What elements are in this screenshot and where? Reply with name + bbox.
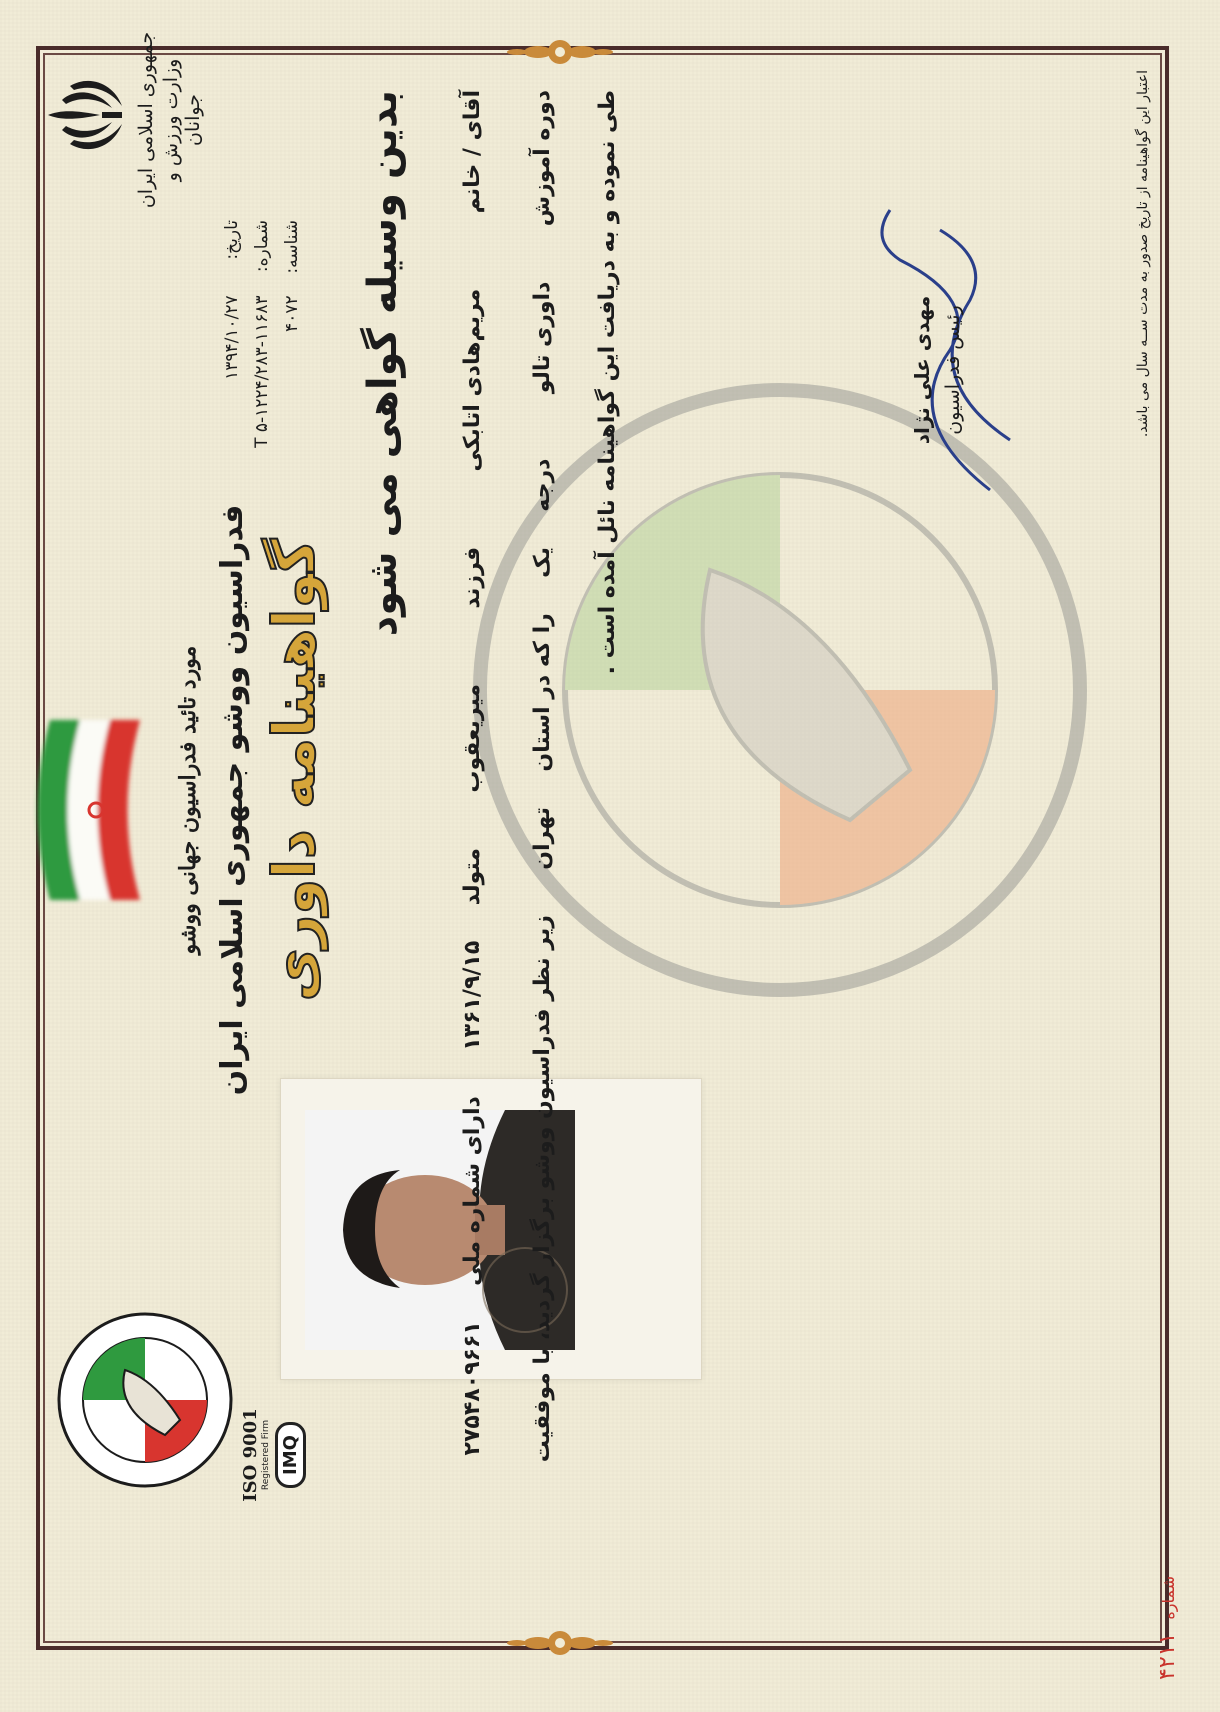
birth-date: ۱۳۶۱/۹/۱۵ — [460, 940, 485, 1051]
child-of-label: فرزند — [460, 546, 485, 609]
holder-name: مریم‌هادی اتابکی — [460, 288, 485, 472]
iso-certification — [240, 1395, 350, 1515]
intro-statement: بدین وسیله گواهی می شود — [360, 90, 406, 637]
ministry-line-2: وزارت ورزش و جوانان — [160, 58, 204, 182]
completion-row: طی نموده و به دریافت این گواهینامه نائل آمده است . — [595, 90, 620, 675]
certificate-title: گواهینامه داوری — [260, 538, 328, 1002]
certificate-content — [30, 30, 1190, 1680]
grade-label: درجه — [530, 458, 555, 512]
province-prefix: را که در استان — [530, 613, 555, 772]
id-label: شناسه: — [282, 220, 302, 274]
wushu-federation-logo — [55, 1310, 235, 1490]
course-info-row — [530, 90, 555, 1470]
date-value: ۱۳۹۴/۱۰/۲۷ — [222, 295, 242, 380]
document-number-value: ۴۲۱۱ — [1155, 1632, 1180, 1680]
holder-info-row — [460, 90, 485, 1470]
ministry-line-1: جمهوری اسلامی ایران — [135, 31, 157, 209]
course-label: دوره آموزش — [530, 90, 555, 227]
meta-id — [282, 220, 302, 332]
grade-value: یک — [530, 547, 555, 578]
province-name: تهران — [530, 806, 555, 870]
federation-subtitle: مورد تائید فدراسیون جهانی ووشو — [175, 645, 201, 955]
number-label: شماره: — [252, 220, 272, 273]
document-number — [1155, 1520, 1180, 1680]
national-id: ۲۷۵۴۸۰۹۶۶۱ — [460, 1321, 485, 1456]
iso-registered: Registered Firm — [261, 1419, 271, 1491]
honorific: آقای / خانم — [460, 90, 485, 214]
course-name: داوری تالو — [530, 281, 555, 394]
born-label: متولد — [460, 848, 485, 906]
signatory-title: رئیس فدراسیون — [942, 305, 964, 435]
federation-title: فدراسیون ووشو جمهوری اسلامی ایران — [215, 504, 250, 1096]
iran-flag-icon — [30, 700, 160, 920]
document-number-label: شماره — [1159, 1576, 1178, 1620]
imq-badge: IMQ — [275, 1422, 306, 1488]
number-value: ۵-۱۲۲۴/۲۸۳-۱۱۶۸۳ T — [252, 295, 272, 448]
meta-number — [252, 220, 272, 448]
iso-title: ISO 9001 — [240, 1408, 261, 1502]
meta-date — [222, 220, 242, 380]
signatory-name: مهدی علی نژاد — [910, 295, 934, 445]
date-label: تاریخ: — [222, 220, 242, 260]
father-name: میریعقوب — [460, 683, 485, 793]
national-id-label: دارای شماره ملی — [460, 1096, 485, 1286]
supervision-text: زیر نظر فدراسیون ووشو برگزار گردید، با موفقیت — [530, 915, 555, 1463]
validity-footnote: اعتبار این گواهینامه از تاریخ صدور به مدت ســه سال می باشد. — [1135, 70, 1151, 438]
iran-emblem-icon — [40, 70, 130, 160]
id-value: ۴۰۷۲ — [282, 295, 302, 332]
